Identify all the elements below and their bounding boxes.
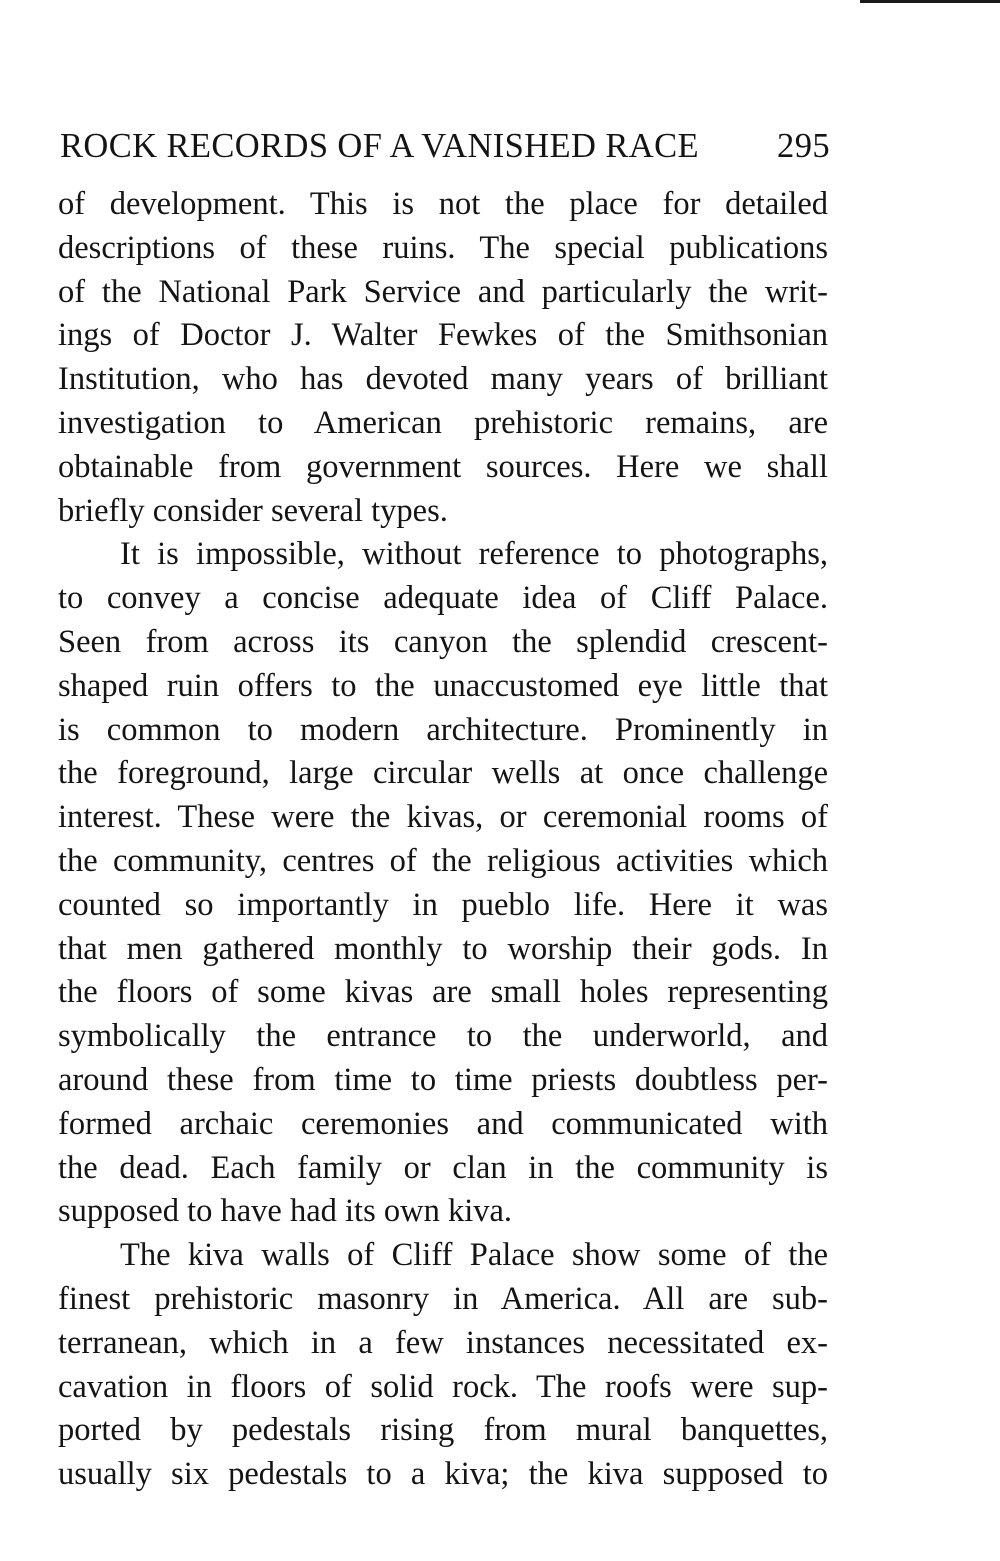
text-line: terranean, which in a few instances necessitated ex- [58,1324,828,1361]
text-line: The kiva walls of Cliff Palace show some of the [120,1237,828,1274]
text-line: around these from time to time priests doubtless per- [58,1061,828,1098]
text-line: cavation in floors of solid rock. The roofs were sup- [58,1368,828,1405]
text-line: shaped ruin offers to the unaccustomed eye little that [58,667,828,704]
text-line: Seen from across its canyon the splendid crescent- [58,623,828,660]
text-line: It is impossible, without reference to photographs, [120,536,828,573]
text-line: usually six pedestals to a kiva; the kiva supposed to [58,1456,828,1493]
paragraph [58,1234,828,1497]
body-text [58,183,828,1497]
text-line: briefly consider several types. [58,492,448,529]
text-line: is common to modern architecture. Prominently in [58,711,828,748]
page-header [60,122,830,170]
text-line: finest prehistoric masonry in America. All are sub- [58,1280,828,1317]
text-line: ported by pedestals rising from mural banquettes, [58,1412,828,1449]
text-line: to convey a concise adequate idea of Cliff Palace. [58,580,828,617]
text-line: ings of Doctor J. Walter Fewkes of the Smithsonian [58,317,828,354]
text-line: formed archaic ceremonies and communicated with [58,1105,828,1142]
page-number: 295 [777,127,830,165]
text-line: the community, centres of the religious activities which [58,842,828,879]
text-line: the foreground, large circular wells at once challenge [58,755,828,792]
text-line: counted so importantly in pueblo life. Here it was [58,886,828,923]
page-edge-rule [860,0,1000,3]
paragraph [58,533,828,1234]
text-line: the dead. Each family or clan in the community is [58,1149,828,1186]
text-line: of development. This is not the place for detailed [58,186,828,222]
running-head: ROCK RECORDS OF A VANISHED RACE [60,127,699,165]
text-line: that men gathered monthly to worship their gods. In [58,930,828,967]
text-line: Institution, who has devoted many years of brilliant [58,361,828,398]
text-line: descriptions of these ruins. The special publications [58,229,828,266]
text-line: of the National Park Service and particularly the writ- [58,273,828,310]
text-line: symbolically the entrance to the underworld, and [58,1018,828,1055]
text-line: investigation to American prehistoric remains, are [58,404,828,441]
text-line: obtainable from government sources. Here we shall [58,448,828,485]
text-line: interest. These were the kivas, or ceremonial rooms of [58,799,828,836]
text-line: the floors of some kivas are small holes representing [58,974,828,1011]
paragraph [58,183,828,533]
text-line: supposed to have had its own kiva. [58,1193,513,1230]
